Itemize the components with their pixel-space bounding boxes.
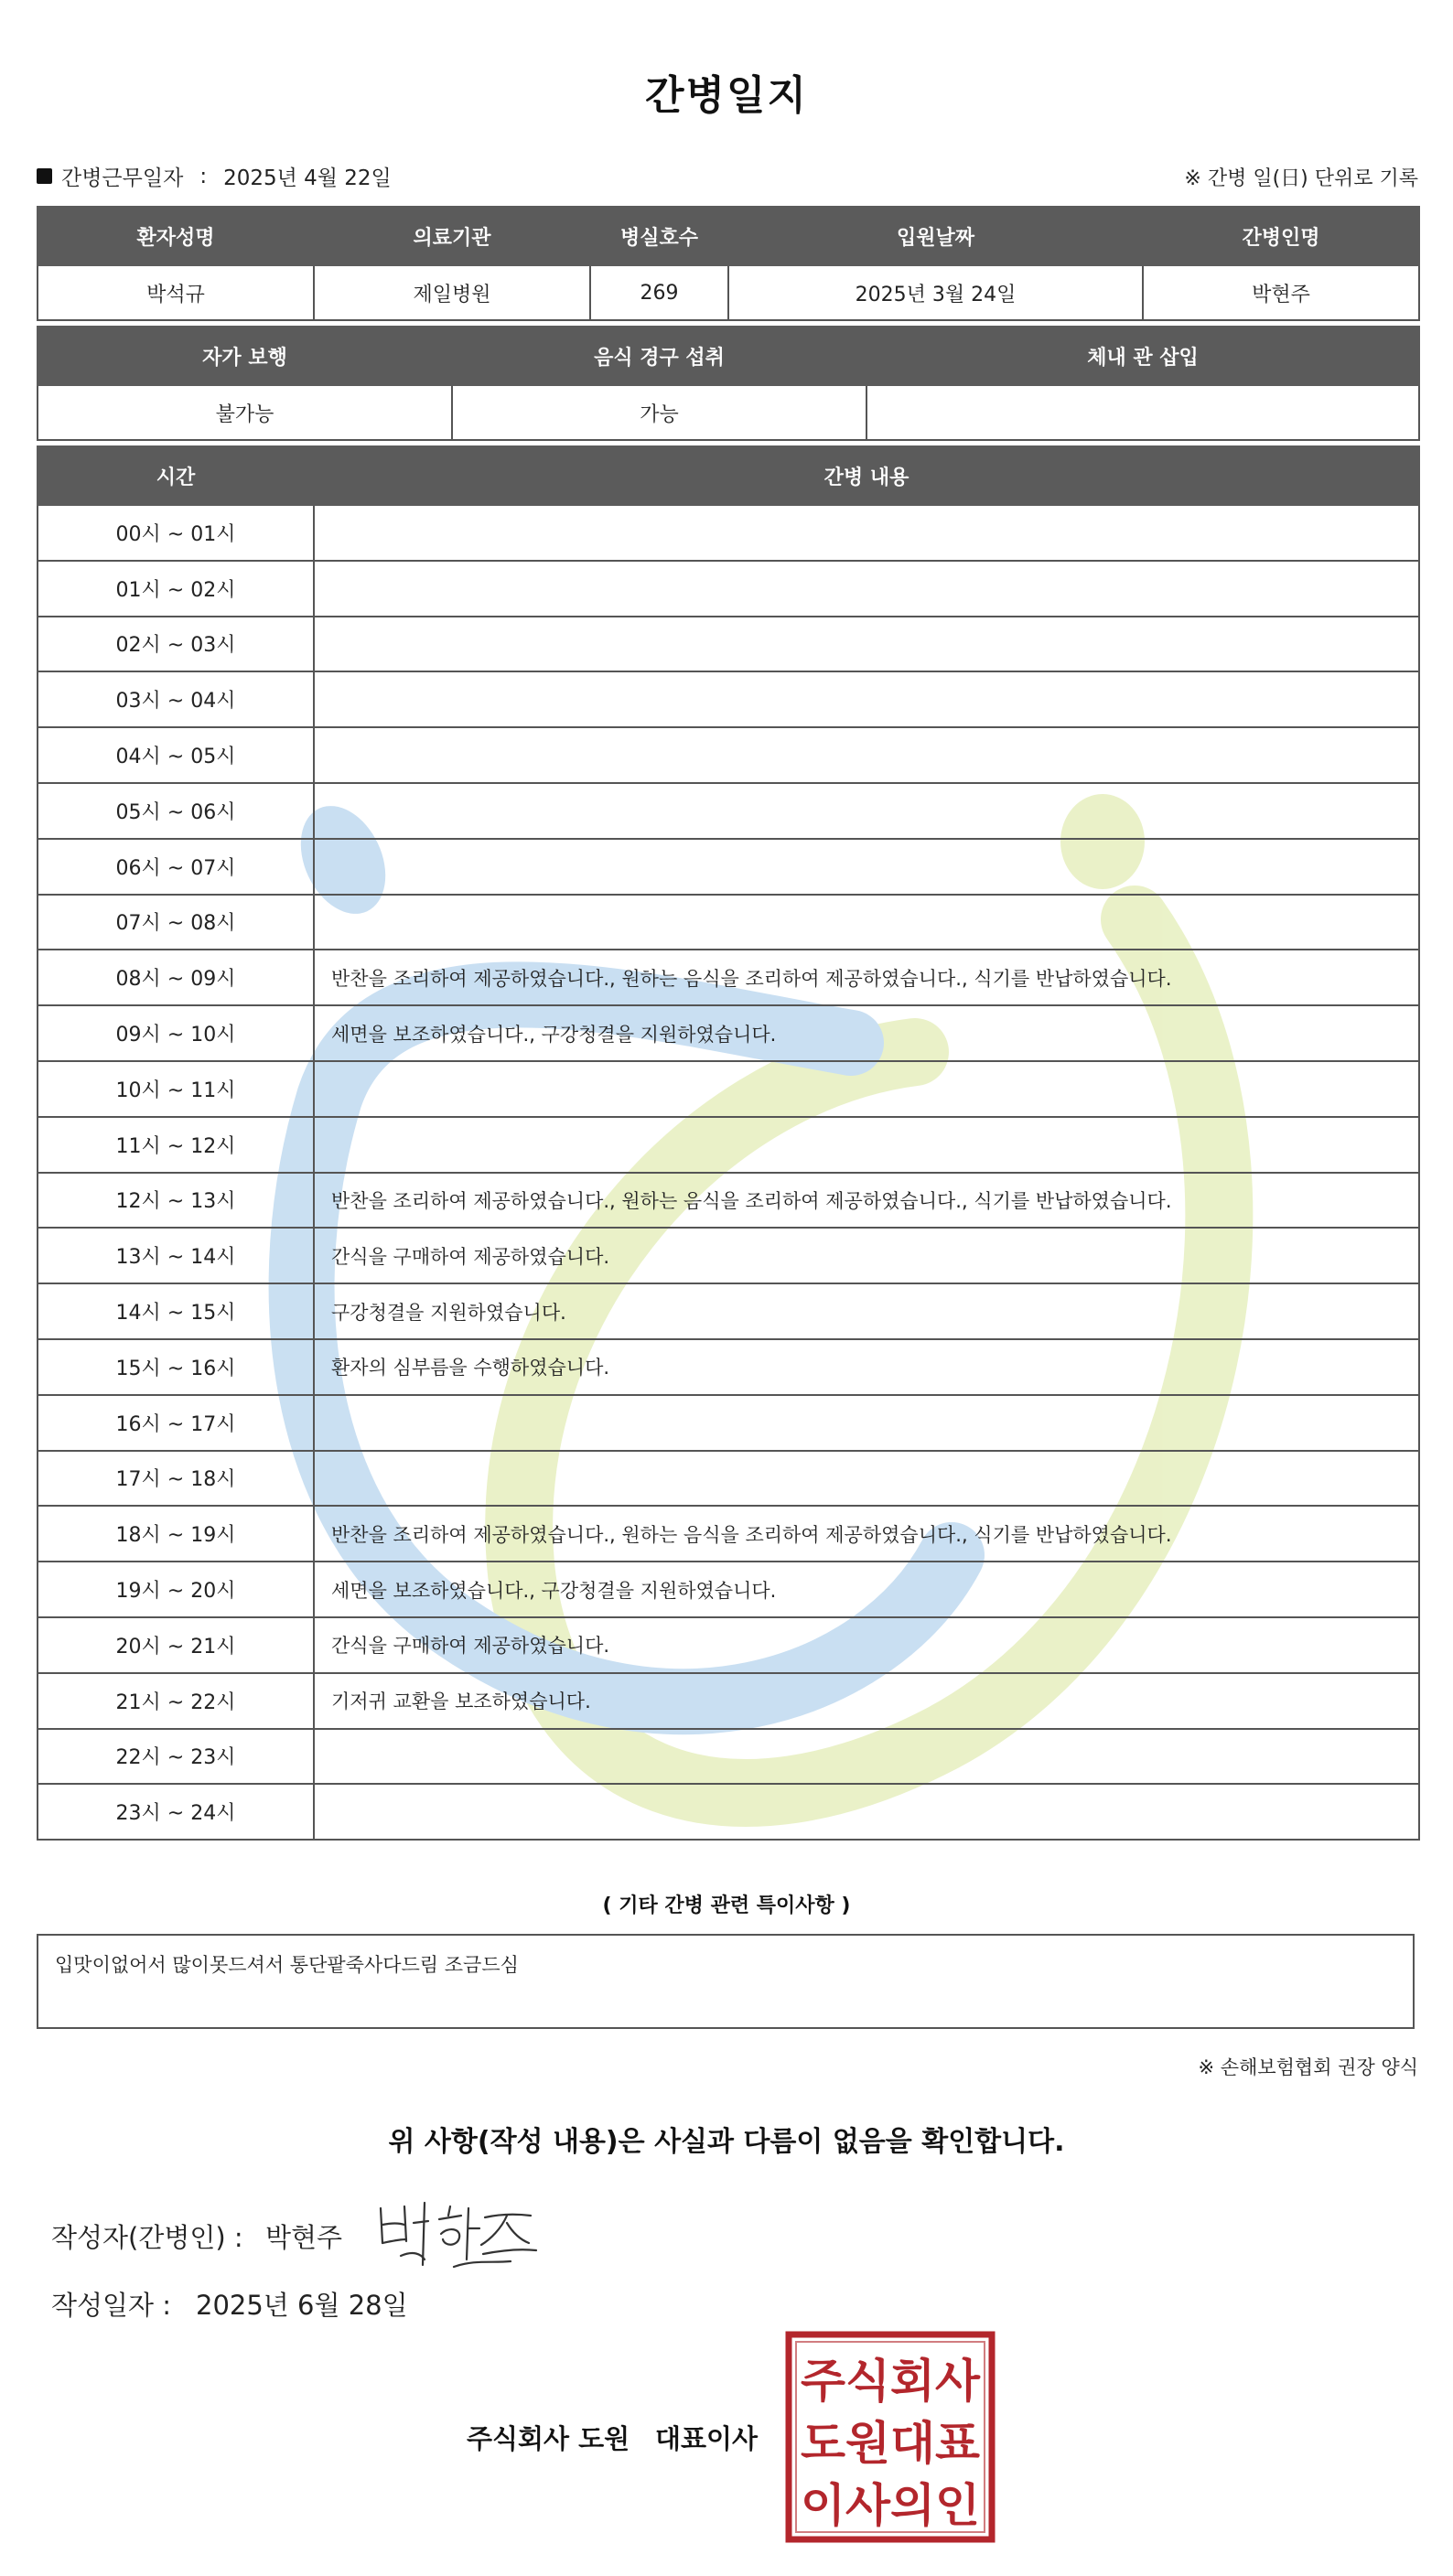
- patient-info-value-row: [38, 265, 1419, 320]
- header-time: 시간: [38, 446, 314, 505]
- time-cell: 14시 ~ 15시: [38, 1283, 314, 1339]
- care-content-cell: [314, 1117, 1419, 1173]
- care-log-table: [37, 445, 1420, 1841]
- header-patient-name: 환자성명: [38, 207, 314, 265]
- time-cell: 02시 ~ 03시: [38, 617, 314, 672]
- document-title: 간병일지: [644, 72, 808, 119]
- daily-record-note: ※ 간병 일(日) 단위로 기록: [1184, 167, 1418, 190]
- time-cell: 20시 ~ 21시: [38, 1617, 314, 1673]
- table-row: [38, 1339, 1419, 1395]
- time-cell: 16시 ~ 17시: [38, 1395, 314, 1451]
- writer-label: 작성자(간병인) :: [51, 2222, 243, 2253]
- header-self-walking: 자가 보행: [38, 327, 452, 385]
- care-content-cell: [314, 1451, 1419, 1507]
- time-cell: 03시 ~ 04시: [38, 671, 314, 727]
- care-content-cell: [314, 895, 1419, 950]
- time-cell: 04시 ~ 05시: [38, 727, 314, 783]
- confirmation-statement: 위 사항(작성 내용)은 사실과 다름이 없음을 확인합니다.: [388, 2126, 1065, 2158]
- care-content-cell: 반찬을 조리하여 제공하였습니다., 원하는 음식을 조리하여 제공하였습니다., 식기를 반납하였습니다.: [314, 950, 1419, 1005]
- care-content-cell: [314, 561, 1419, 617]
- table-row: [38, 1395, 1419, 1451]
- table-row: [38, 783, 1419, 839]
- time-cell: 23시 ~ 24시: [38, 1784, 314, 1840]
- care-content-cell: 반찬을 조리하여 제공하였습니다., 원하는 음식을 조리하여 제공하였습니다., 식기를 반납하였습니다.: [314, 1506, 1419, 1562]
- time-cell: 19시 ~ 20시: [38, 1562, 314, 1617]
- patient-name-value: 박석규: [38, 265, 314, 320]
- time-cell: 08시 ~ 09시: [38, 950, 314, 1005]
- tube-insertion-value: [866, 385, 1419, 440]
- care-content-cell: [314, 839, 1419, 895]
- care-content-cell: [314, 1784, 1419, 1840]
- writer-name: 박현주: [265, 2222, 343, 2253]
- care-content-cell: [314, 617, 1419, 672]
- table-row: [38, 1283, 1419, 1339]
- room-number-value: 269: [590, 265, 728, 320]
- written-date-value: 2025년 6월 28일: [196, 2290, 408, 2321]
- time-cell: 12시 ~ 13시: [38, 1173, 314, 1229]
- time-cell: 09시 ~ 10시: [38, 1005, 314, 1061]
- care-content-cell: [314, 1395, 1419, 1451]
- special-notes-title: ( 기타 간병 관련 특이사항 ): [602, 1894, 851, 1917]
- table-row: [38, 505, 1419, 561]
- patient-info-table: [37, 206, 1420, 321]
- table-row: [38, 1061, 1419, 1117]
- table-row: [38, 1729, 1419, 1785]
- care-content-cell: [314, 505, 1419, 561]
- care-content-cell: [314, 671, 1419, 727]
- special-notes-box: 입맛이없어서 많이못드셔서 통단팥죽사다드림 조금드심: [37, 1934, 1415, 2029]
- care-content-cell: [314, 1729, 1419, 1785]
- oral-intake-value: 가능: [452, 385, 866, 440]
- signature-image: [373, 2183, 538, 2283]
- care-content-cell: 환자의 심부름을 수행하였습니다.: [314, 1339, 1419, 1395]
- table-row: [38, 1506, 1419, 1562]
- header-room-number: 병실호수: [590, 207, 728, 265]
- time-cell: 07시 ~ 08시: [38, 895, 314, 950]
- table-row: [38, 671, 1419, 727]
- work-date-separator: :: [199, 164, 208, 188]
- time-cell: 11시 ~ 12시: [38, 1117, 314, 1173]
- care-content-cell: 간식을 구매하여 제공하였습니다.: [314, 1617, 1419, 1673]
- table-row: [38, 727, 1419, 783]
- care-content-cell: [314, 783, 1419, 839]
- care-content-cell: 기저귀 교환을 보조하였습니다.: [314, 1673, 1419, 1729]
- care-content-cell: 간식을 구매하여 제공하였습니다.: [314, 1228, 1419, 1283]
- time-cell: 22시 ~ 23시: [38, 1729, 314, 1785]
- header-caregiver-name: 간병인명: [1143, 207, 1419, 265]
- care-content-cell: 구강청결을 지원하였습니다.: [314, 1283, 1419, 1339]
- stamp-line-1: 주식회사: [801, 2355, 981, 2408]
- care-content-cell: [314, 727, 1419, 783]
- patient-info-header-row: [38, 207, 1419, 265]
- time-cell: 17시 ~ 18시: [38, 1451, 314, 1507]
- time-cell: 05시 ~ 06시: [38, 783, 314, 839]
- status-value-row: [38, 385, 1419, 440]
- time-cell: 00시 ~ 01시: [38, 505, 314, 561]
- table-row: [38, 1784, 1419, 1840]
- patient-status-table: [37, 326, 1420, 441]
- recommended-form-note: ※ 손해보험협회 권장 양식: [1198, 2056, 1418, 2078]
- care-content-cell: 세면을 보조하였습니다., 구강청결을 지원하였습니다.: [314, 1562, 1419, 1617]
- work-date-value: 2025년 4월 22일: [223, 166, 392, 190]
- table-row: [38, 950, 1419, 1005]
- time-cell: 15시 ~ 16시: [38, 1339, 314, 1395]
- time-cell: 21시 ~ 22시: [38, 1673, 314, 1729]
- care-content-cell: 반찬을 조리하여 제공하였습니다., 원하는 음식을 조리하여 제공하였습니다., 식기를 반납하였습니다.: [314, 1173, 1419, 1229]
- table-row: [38, 1451, 1419, 1507]
- table-row: [38, 895, 1419, 950]
- care-content-cell: [314, 1061, 1419, 1117]
- company-seal-stamp: [785, 2331, 996, 2543]
- time-cell: 18시 ~ 19시: [38, 1506, 314, 1562]
- table-row: [38, 1117, 1419, 1173]
- table-row: [38, 839, 1419, 895]
- stamp-line-3: 이사의인: [801, 2479, 980, 2532]
- time-cell: 06시 ~ 07시: [38, 839, 314, 895]
- header-tube-insertion: 체내 관 삽입: [866, 327, 1419, 385]
- status-header-row: [38, 327, 1419, 385]
- written-date-label: 작성일자 :: [51, 2290, 172, 2321]
- work-date-label: 간병근무일자: [61, 166, 184, 190]
- admission-date-value: 2025년 3월 24일: [728, 265, 1143, 320]
- header-oral-intake: 음식 경구 섭취: [452, 327, 866, 385]
- self-walking-value: 불가능: [38, 385, 452, 440]
- company-name: 주식회사 도원: [467, 2423, 630, 2454]
- table-row: [38, 561, 1419, 617]
- table-row: [38, 617, 1419, 672]
- hospital-value: 제일병원: [314, 265, 590, 320]
- black-square-icon: [37, 168, 52, 184]
- header-care-content: 간병 내용: [314, 446, 1419, 505]
- ceo-title: 대표이사: [655, 2423, 759, 2454]
- table-row: [38, 1617, 1419, 1673]
- work-date-line: [37, 161, 392, 191]
- caregiver-name-value: 박현주: [1143, 265, 1419, 320]
- care-content-cell: 세면을 보조하였습니다., 구강청결을 지원하였습니다.: [314, 1005, 1419, 1061]
- table-row: [38, 1673, 1419, 1729]
- table-row: [38, 1005, 1419, 1061]
- time-cell: 10시 ~ 11시: [38, 1061, 314, 1117]
- header-hospital: 의료기관: [314, 207, 590, 265]
- table-row: [38, 1173, 1419, 1229]
- time-cell: 01시 ~ 02시: [38, 561, 314, 617]
- care-log-header-row: [38, 446, 1419, 505]
- table-row: [38, 1562, 1419, 1617]
- stamp-line-2: 도원대표: [801, 2417, 981, 2470]
- table-row: [38, 1228, 1419, 1283]
- time-cell: 13시 ~ 14시: [38, 1228, 314, 1283]
- header-admission-date: 입원날짜: [728, 207, 1143, 265]
